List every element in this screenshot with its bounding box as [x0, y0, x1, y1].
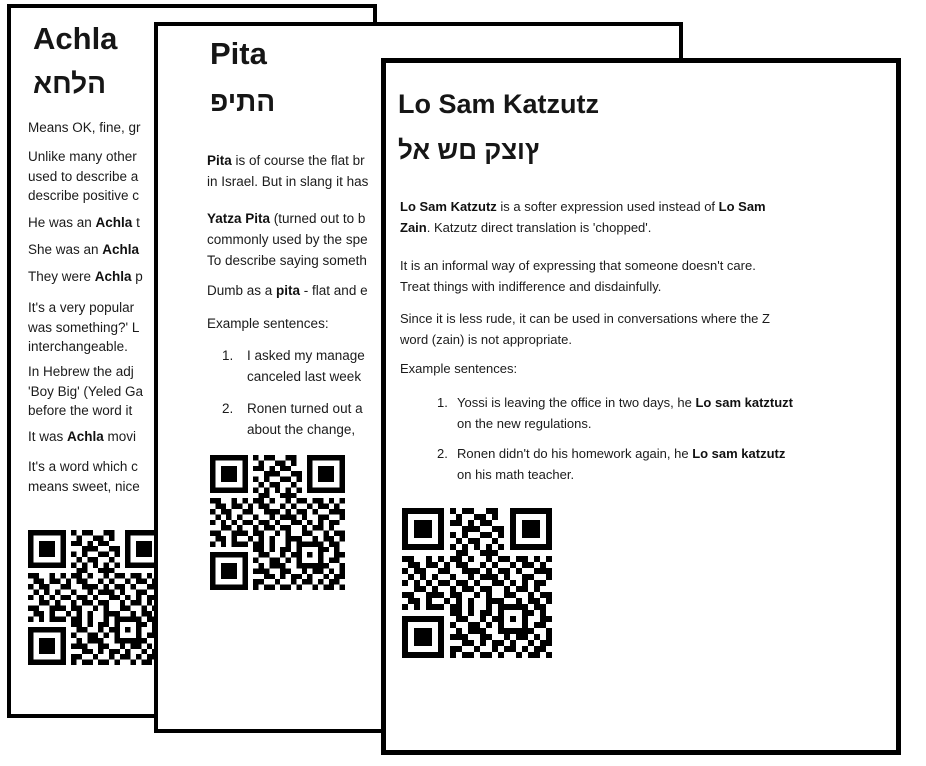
bold-term: Pita	[207, 153, 232, 168]
text-line: In Hebrew the adj	[28, 364, 134, 379]
paragraph	[28, 298, 139, 357]
bold-term: Lo sam katzutz	[692, 446, 786, 461]
qr-code	[402, 508, 552, 658]
text-line: Dumb as a pita - flat and e	[207, 283, 368, 298]
list-item	[457, 392, 793, 434]
list-item-number: 2.	[437, 446, 448, 461]
text-line: Ronen turned out a	[247, 401, 363, 416]
text-line: I asked my manage	[247, 348, 365, 363]
text-line: before the word it	[28, 403, 133, 418]
list-item	[247, 398, 363, 440]
page-title: Pita	[210, 36, 267, 71]
paragraph	[207, 150, 368, 192]
page-title: Lo Sam Katzutz	[398, 89, 600, 119]
text-line: She was an Achla	[28, 242, 140, 257]
page-title-hebrew: לא שם קצוץ	[398, 135, 540, 165]
bold-term: Achla	[102, 242, 140, 257]
text-line: describe positive c	[28, 188, 140, 203]
text-line: It's a word which c	[28, 459, 138, 474]
page-title: Achla	[33, 21, 118, 56]
text-line: on the new regulations.	[457, 416, 592, 431]
text-line: Yatza Pita (turned out to b	[207, 211, 366, 226]
text-line: Treat things with indifference and disdainfully.	[400, 279, 662, 294]
qr-code	[28, 530, 163, 665]
text-line: It was Achla movi	[28, 429, 137, 444]
text-line: interchangeable.	[28, 339, 128, 354]
text-line: Example sentences:	[400, 361, 518, 376]
paragraph	[28, 240, 139, 260]
text-line: about the change,	[247, 422, 356, 437]
text-line: Pita is of course the flat br	[207, 153, 365, 168]
text-line: Means OK, fine, gr	[28, 120, 141, 135]
paragraph	[28, 147, 139, 206]
page-lo-sam-katzutz	[381, 58, 901, 755]
paragraph	[28, 213, 140, 233]
text-line: in Israel. But in slang it has	[207, 174, 369, 189]
paragraph	[400, 308, 770, 350]
list-item-number: 1.	[222, 348, 234, 363]
bold-term: Yatza Pita	[207, 211, 271, 226]
text-line: Ronen didn't do his homework again, he Lo sam katzutz	[457, 446, 786, 461]
bold-term: Lo Sam Katzutz	[400, 199, 497, 214]
bold-term: Achla	[67, 429, 104, 444]
text-line: Since it is less rude, it can be used in conversations where the Z	[400, 311, 770, 326]
paragraph	[28, 267, 143, 287]
page-title-hebrew: פיתה	[210, 86, 276, 117]
paragraph	[28, 118, 141, 138]
text-line: They were Achla p	[28, 269, 143, 284]
text-line: canceled last week	[247, 369, 362, 384]
text-line: Zain. Katzutz direct translation is 'chopped'.	[400, 220, 652, 235]
paragraph	[207, 280, 368, 301]
bold-term: pita	[276, 283, 301, 298]
list-item-number: 2.	[222, 401, 234, 416]
text-line: It is an informal way of expressing that someone doesn't care.	[400, 258, 756, 273]
text-line: To describe saying someth	[207, 253, 367, 268]
text-line: commonly used by the spe	[207, 232, 368, 247]
paragraph	[400, 358, 517, 379]
paragraph	[207, 313, 329, 334]
text-line: It's a very popular	[28, 300, 135, 315]
list-item	[247, 345, 365, 387]
paragraph	[28, 427, 136, 447]
list-item	[457, 443, 785, 485]
bold-term: Zain	[400, 220, 427, 235]
qr-code	[210, 455, 345, 590]
text-line: He was an Achla t	[28, 215, 140, 230]
text-line: Yossi is leaving the office in two days, he Lo sam katztuzt	[457, 395, 793, 410]
text-line: Lo Sam Katzutz is a softer expression used instead of Lo Sam	[400, 199, 766, 214]
text-line: was something?' L	[28, 319, 140, 335]
text-line: Unlike many other	[28, 149, 137, 164]
bold-term: Achla	[95, 215, 133, 230]
paragraph	[28, 457, 140, 496]
page-title-hebrew: אחלה	[33, 68, 107, 99]
paragraph	[400, 255, 756, 297]
text-line: on his math teacher.	[457, 467, 575, 482]
text-line: means sweet, nice	[28, 478, 140, 494]
bold-term: Lo sam katztuzt	[695, 395, 793, 410]
bold-term: Achla	[94, 269, 132, 284]
bold-term: Lo Sam	[718, 199, 766, 214]
text-line: word (zain) is not appropriate.	[400, 332, 572, 347]
paragraph	[207, 208, 368, 271]
list-item-number: 1.	[437, 395, 448, 410]
text-line: used to describe a	[28, 168, 139, 184]
text-line: 'Boy Big' (Yeled Ga	[28, 383, 143, 399]
paragraph	[400, 196, 766, 238]
paragraph	[28, 362, 143, 421]
text-line: Example sentences:	[207, 316, 329, 331]
